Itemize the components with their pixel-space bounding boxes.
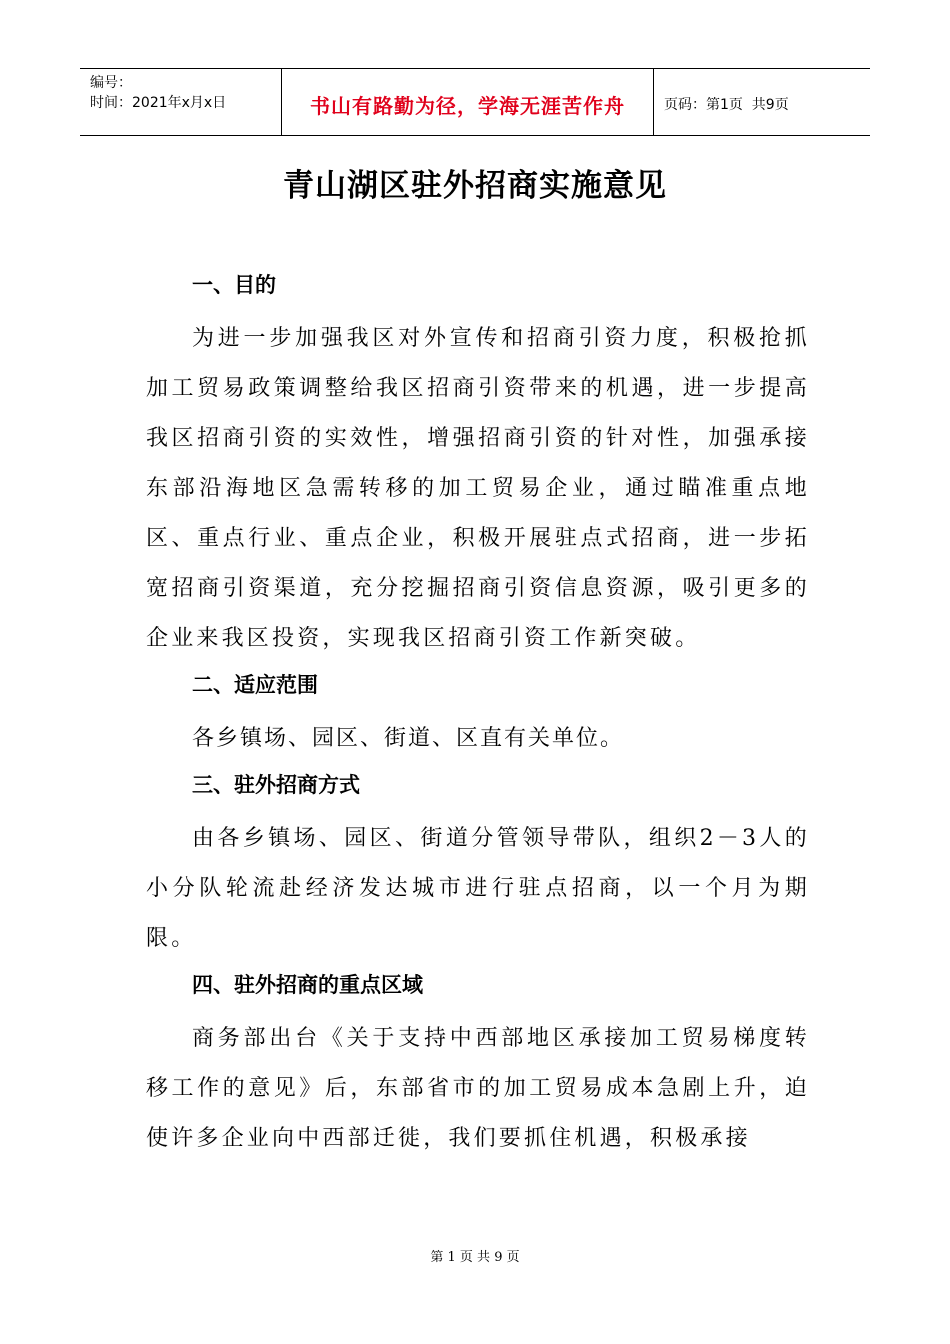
section-heading-method: 三、驻外招商方式 (192, 773, 360, 797)
document-header (80, 68, 870, 136)
header-page-code: 页码：第1页 共9页 (664, 97, 789, 113)
header-info-cell (80, 69, 282, 135)
section-paragraph-scope: 各乡镇场、园区、街道、区直有关单位。 (192, 726, 625, 751)
section-paragraph-purpose: 为进一步加强我区对外宣传和招商引资力度，积极抢抓加工贸易政策调整给我区招商引资带来的机遇，进一步提高我区招商引资的实效性，增强招商引资的针对性，加强承接东部沿海地区急需转移的加工贸易企业，通过瞄准重点地区、重点行业、重点企业，积极开展驻点式招商，进一步拓宽招商引资渠道，充分挖掘招商引资信息资源，吸引更多的企业来我区投资，实现我区招商引资工作新突破。 (146, 326, 810, 651)
section-heading-key-regions: 四、驻外招商的重点区域 (192, 973, 423, 997)
document-body (146, 264, 810, 1164)
section-heading-purpose: 一、目的 (192, 273, 276, 297)
section-paragraph-key-regions: 商务部出台《关于支持中西部地区承接加工贸易梯度转移工作的意见》后，东部省市的加工贸易成本急剧上升，迫使许多企业向中西部迁徙，我们要抓住机遇，积极承接 (146, 1026, 810, 1151)
page-footer: 第 1 页 共 9 页 (430, 1250, 520, 1265)
section-heading-scope: 二、适应范围 (192, 673, 318, 697)
document-number-label: 编号： (90, 75, 132, 91)
document-time-label: 时间：2021年x月x日 (90, 95, 227, 111)
section-paragraph-method: 由各乡镇场、园区、街道分管领导带队，组织2－3人的小分队轮流赴经济发达城市进行驻点招商，以一个月为期限。 (146, 826, 810, 951)
document-title: 青山湖区驻外招商实施意见 (283, 168, 667, 204)
header-page-code-cell (654, 69, 870, 135)
header-motto: 书山有路勤为径，学海无涯苦作舟 (282, 69, 654, 135)
